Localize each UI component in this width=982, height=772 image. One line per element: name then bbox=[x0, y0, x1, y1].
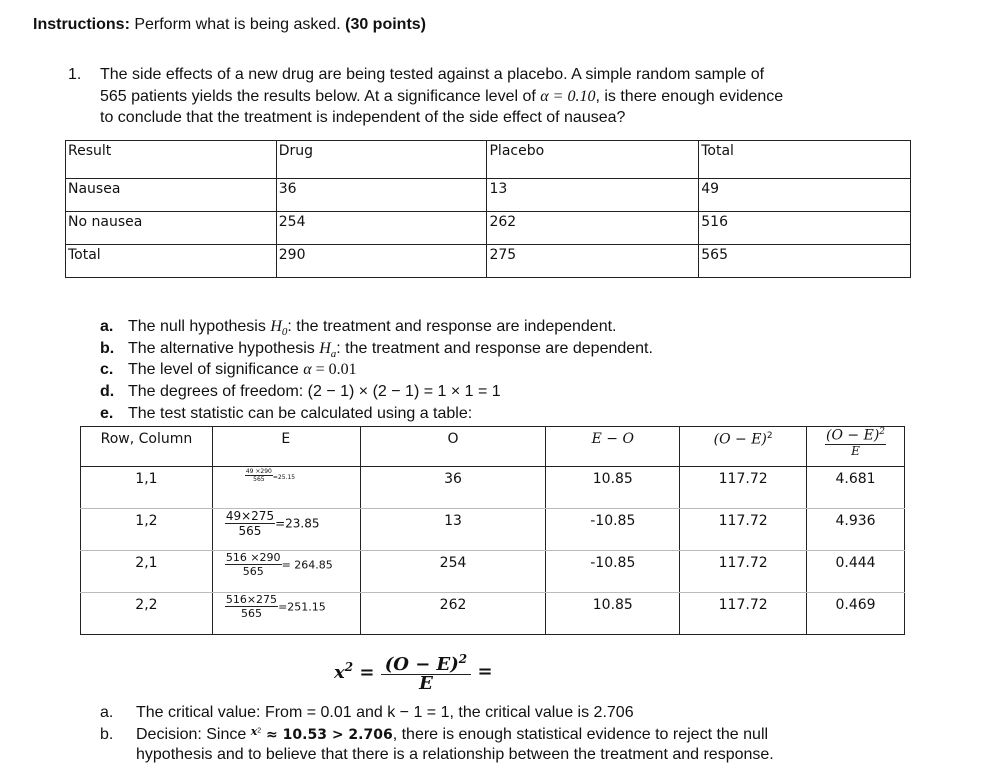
header-text: (O − E) bbox=[713, 431, 767, 448]
header-e-minus-o: E − O bbox=[546, 427, 680, 467]
answer-text: , there is enough statistical evidence to reject the null bbox=[392, 726, 769, 743]
table-row bbox=[81, 467, 905, 509]
header-placebo: Placebo bbox=[487, 141, 699, 179]
question-line-1: The side effects of a new drug are being tested against a placebo. A simple random sample of bbox=[100, 66, 765, 83]
cell-expected bbox=[212, 551, 360, 593]
cell-e-minus-o: 10.85 bbox=[546, 467, 680, 509]
header-drug: Drug bbox=[276, 141, 487, 179]
table-header-row bbox=[66, 141, 911, 179]
step-letter: a. bbox=[100, 318, 114, 335]
table-cell: 49 bbox=[699, 179, 911, 212]
question-number: 1. bbox=[68, 66, 82, 83]
cell-row-column: 2,1 bbox=[81, 551, 213, 593]
expected-fraction bbox=[245, 468, 273, 483]
table-row bbox=[81, 509, 905, 551]
step-a bbox=[100, 318, 617, 338]
alpha-symbol: α bbox=[540, 88, 549, 105]
cell-expected bbox=[212, 467, 360, 509]
expected-denominator: 565 bbox=[242, 565, 264, 578]
expected-result: = 264.85 bbox=[281, 558, 333, 572]
header-o-minus-e-squared bbox=[680, 427, 807, 467]
table-row bbox=[81, 551, 905, 593]
header-superscript: 2 bbox=[766, 431, 773, 441]
header-row-column: Row, Column bbox=[81, 427, 213, 467]
formula-text: (O − E) bbox=[384, 654, 459, 675]
cell-ratio: 4.681 bbox=[807, 467, 905, 509]
header-total: Total bbox=[699, 141, 911, 179]
step-text: : the treatment and response are dependent. bbox=[336, 340, 653, 357]
cell-observed: 254 bbox=[360, 551, 546, 593]
ratio-numerator bbox=[825, 427, 886, 445]
step-e bbox=[100, 405, 472, 423]
formula-fraction bbox=[381, 650, 471, 693]
step-letter: e. bbox=[100, 405, 114, 422]
cell-observed: 13 bbox=[360, 509, 546, 551]
formula-numerator bbox=[381, 650, 471, 675]
table-cell: 13 bbox=[487, 179, 699, 212]
cell-squared: 117.72 bbox=[680, 467, 807, 509]
header-superscript: 2 bbox=[879, 427, 886, 437]
step-text: The null hypothesis bbox=[128, 318, 271, 335]
step-text: : the treatment and response are independent. bbox=[287, 318, 617, 335]
header-expected: E bbox=[212, 427, 360, 467]
step-text: The test statistic can be calculated using a table: bbox=[128, 405, 473, 422]
test-statistic-table bbox=[80, 426, 905, 635]
instructions-line bbox=[33, 16, 426, 34]
h-subscript: 0 bbox=[281, 326, 288, 339]
expected-numerator: 516×275 bbox=[225, 593, 278, 606]
table-row bbox=[81, 593, 905, 635]
answer-text: Decision: Since bbox=[136, 726, 251, 743]
expected-denominator: 565 bbox=[238, 524, 262, 538]
answer-b bbox=[100, 725, 768, 744]
table-cell: 565 bbox=[699, 245, 911, 278]
step-letter: c. bbox=[100, 361, 114, 378]
table-cell: 290 bbox=[276, 245, 487, 278]
table-row bbox=[66, 179, 911, 212]
cell-ratio: 0.444 bbox=[807, 551, 905, 593]
question-line-2-start: 565 patients yields the results below. At a significance level of bbox=[100, 88, 541, 105]
expected-numerator: 49 ×290 bbox=[245, 467, 272, 475]
expected-result: =251.15 bbox=[278, 600, 326, 614]
header-observed: O bbox=[360, 427, 546, 467]
cell-ratio: 4.936 bbox=[807, 509, 905, 551]
question-line-2-end: , is there enough evidence bbox=[595, 88, 784, 105]
formula-superscript: 2 bbox=[344, 660, 354, 674]
expected-denominator: 565 bbox=[253, 475, 265, 483]
cell-squared: 117.72 bbox=[680, 509, 807, 551]
table-row bbox=[66, 245, 911, 278]
answer-b-line-2: hypothesis and to believe that there is a relationship between the treatment and response. bbox=[136, 746, 774, 763]
instructions-points: (30 points) bbox=[345, 16, 426, 33]
ratio-fraction bbox=[825, 427, 886, 457]
question-line-2 bbox=[100, 88, 783, 106]
step-b bbox=[100, 340, 653, 360]
answer-a bbox=[100, 704, 634, 722]
header-result: Result bbox=[66, 141, 277, 179]
h-subscript: a bbox=[330, 348, 337, 361]
step-text: The alternative hypothesis bbox=[128, 340, 320, 357]
instructions-label: Instructions: bbox=[33, 16, 130, 33]
h-symbol: H bbox=[270, 318, 282, 335]
formula-lhs bbox=[334, 660, 374, 683]
cell-observed: 262 bbox=[360, 593, 546, 635]
expected-denominator: 565 bbox=[240, 607, 262, 620]
cell-e-minus-o: -10.85 bbox=[546, 509, 680, 551]
step-letter: d. bbox=[100, 383, 115, 400]
chi-symbol: x bbox=[250, 725, 258, 738]
formula-symbol: x bbox=[334, 662, 345, 683]
contingency-table bbox=[65, 140, 911, 278]
cell-row-column: 2,2 bbox=[81, 593, 213, 635]
chi-square-formula bbox=[334, 650, 493, 693]
cell-squared: 117.72 bbox=[680, 551, 807, 593]
table-cell: 275 bbox=[487, 245, 699, 278]
table-cell: 254 bbox=[276, 212, 487, 245]
cell-expected bbox=[212, 593, 360, 635]
h-symbol: H bbox=[319, 340, 331, 357]
instructions-text: Perform what is being asked. bbox=[129, 16, 346, 33]
chi-superscript: 2 bbox=[257, 727, 262, 735]
expected-fraction bbox=[225, 551, 282, 578]
expected-result: =23.85 bbox=[275, 516, 320, 531]
expected-fraction bbox=[225, 509, 275, 538]
cell-e-minus-o: 10.85 bbox=[546, 593, 680, 635]
alpha-symbol: α bbox=[303, 361, 312, 378]
answer-letter: a. bbox=[100, 704, 114, 721]
question-line-3: to conclude that the treatment is independent of the side effect of nausea? bbox=[100, 109, 626, 126]
ratio-denominator: E bbox=[851, 443, 860, 458]
step-d bbox=[100, 383, 501, 401]
table-cell: 36 bbox=[276, 179, 487, 212]
table-cell: No nausea bbox=[66, 212, 277, 245]
answer-text: The critical value: From = 0.01 and k − 1 = 1, the critical value is 2.706 bbox=[136, 704, 634, 721]
step-text: The level of significance bbox=[128, 361, 304, 378]
table-header-row bbox=[81, 427, 905, 467]
cell-squared: 117.72 bbox=[680, 593, 807, 635]
table-cell: Total bbox=[66, 245, 277, 278]
alpha-value: = 0.10 bbox=[548, 88, 596, 105]
step-text: = 0.01 bbox=[311, 361, 357, 378]
table-row bbox=[66, 212, 911, 245]
cell-expected bbox=[212, 509, 360, 551]
cell-e-minus-o: -10.85 bbox=[546, 551, 680, 593]
cell-ratio: 0.469 bbox=[807, 593, 905, 635]
expected-numerator: 516 ×290 bbox=[225, 551, 281, 564]
cell-row-column: 1,2 bbox=[81, 509, 213, 551]
table-cell: 262 bbox=[487, 212, 699, 245]
chi-value: ≈ 10.53 > 2.706 bbox=[261, 727, 393, 743]
step-letter: b. bbox=[100, 340, 115, 357]
header-text: (O − E) bbox=[826, 427, 880, 444]
step-text: The degrees of freedom: (2 − 1) × (2 − 1) = 1 × 1 = 1 bbox=[128, 383, 501, 400]
answer-letter: b. bbox=[100, 726, 114, 743]
table-cell: Nausea bbox=[66, 179, 277, 212]
expected-result: =25.15 bbox=[272, 474, 296, 481]
expected-numerator: 49×275 bbox=[225, 509, 275, 523]
table-cell: 516 bbox=[699, 212, 911, 245]
formula-superscript: 2 bbox=[458, 652, 468, 666]
formula-denominator: E bbox=[419, 673, 433, 694]
cell-observed: 36 bbox=[360, 467, 546, 509]
expected-fraction bbox=[225, 593, 278, 620]
cell-row-column: 1,1 bbox=[81, 467, 213, 509]
formula-equals: = bbox=[353, 662, 375, 683]
step-c bbox=[100, 361, 357, 379]
formula-equals: = bbox=[477, 661, 493, 682]
header-ratio bbox=[807, 427, 905, 467]
